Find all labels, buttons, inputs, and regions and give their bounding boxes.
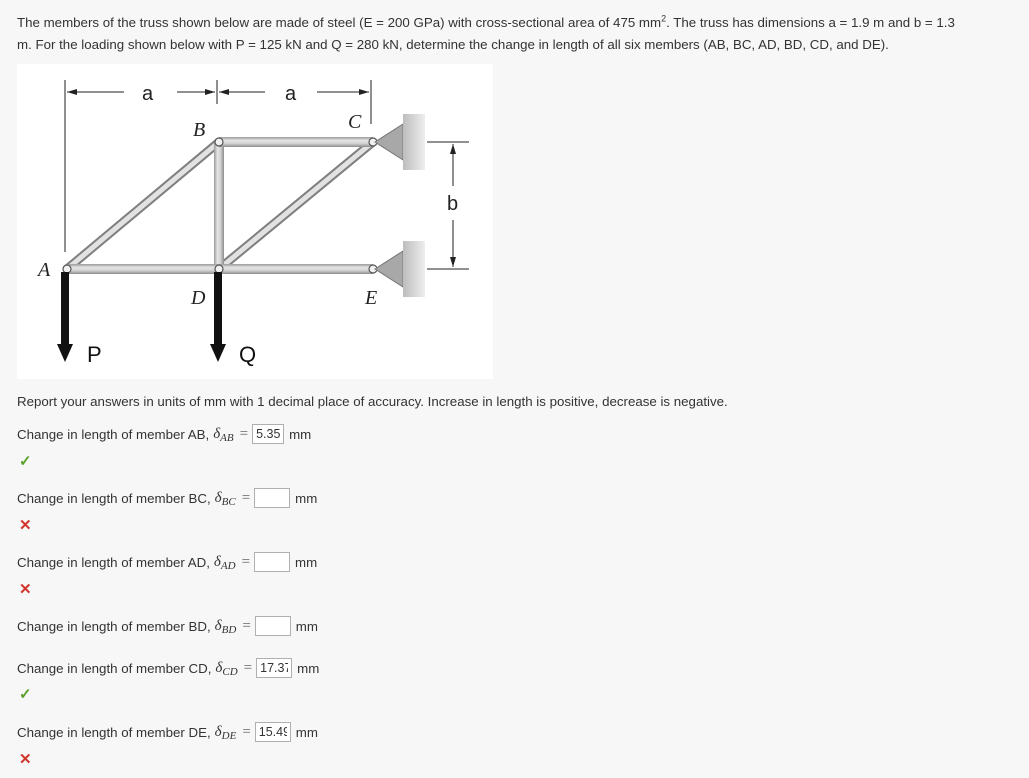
cross-icon: ✕ <box>19 581 32 598</box>
member-subscript: BD <box>221 624 237 636</box>
delta-symbol: δ <box>214 489 222 506</box>
support-e <box>375 241 425 297</box>
delta-symbol: δ <box>213 553 221 570</box>
cross-icon: ✕ <box>19 751 32 768</box>
member-subscript: CD <box>222 666 238 678</box>
answer-row-cd <box>17 657 319 679</box>
equals-sign: = <box>241 553 251 570</box>
member-bc <box>219 137 373 147</box>
truss-diagram <box>17 64 493 379</box>
answer-label: Change in length of member DE, <box>17 724 211 740</box>
cross-icon: ✕ <box>19 517 32 534</box>
check-icon: ✓ <box>19 686 32 703</box>
equals-sign: = <box>242 723 251 740</box>
unit-label: mm <box>295 554 318 570</box>
label-c: C <box>348 111 362 133</box>
problem-text: The members of the truss shown below are made of steel (E = 200 GPa) with cross-sectional area of 475 mm <box>17 15 662 30</box>
superscript: 2 <box>661 13 667 24</box>
check-icon: ✓ <box>19 453 32 470</box>
answer-row-bd <box>17 615 318 637</box>
problem-line-1 <box>17 12 1017 34</box>
dim-a-left-label: a <box>142 83 154 105</box>
answer-input-bd[interactable] <box>255 616 291 636</box>
delta-symbol: δ <box>213 425 221 442</box>
answer-label: Change in length of member CD, <box>17 660 212 676</box>
answer-input-cd[interactable] <box>256 658 292 678</box>
label-d: D <box>191 287 206 309</box>
answer-label: Change in length of member BC, <box>17 490 211 506</box>
delta-symbol: δ <box>214 723 222 740</box>
truss-figure <box>17 64 493 379</box>
unit-label: mm <box>297 660 320 676</box>
answer-row-de <box>17 721 318 743</box>
answer-input-de[interactable] <box>255 722 291 742</box>
delta-symbol: δ <box>214 617 222 634</box>
answer-input-ad[interactable] <box>254 552 290 572</box>
delta-symbol: δ <box>215 659 223 676</box>
unit-label: mm <box>295 724 318 740</box>
answer-row-bc <box>17 487 317 509</box>
answer-label: Change in length of member AB, <box>17 426 210 442</box>
member-bd <box>214 142 224 269</box>
unit-label: mm <box>295 618 318 634</box>
instructions: Report your answers in units of mm with 1 decimal place of accuracy. Increase in length is positive, decrease is negative. <box>17 394 728 409</box>
member-subscript: AD <box>220 560 236 572</box>
problem-statement <box>17 12 1017 56</box>
dim-b-label: b <box>447 193 459 215</box>
label-a: A <box>38 259 51 281</box>
answer-input-ab[interactable] <box>252 424 284 444</box>
label-b: B <box>193 119 206 141</box>
equals-sign: = <box>239 425 249 442</box>
answer-label: Change in length of member AD, <box>17 554 210 570</box>
support-c <box>375 114 425 170</box>
equals-sign: = <box>242 617 251 634</box>
label-p: P <box>87 342 102 367</box>
label-e: E <box>365 287 378 309</box>
answer-input-bc[interactable] <box>254 488 290 508</box>
equals-sign: = <box>243 659 253 676</box>
member-subscript: BC <box>221 496 236 508</box>
equals-sign: = <box>241 489 251 506</box>
dim-a-right-label: a <box>285 83 297 105</box>
unit-label: mm <box>289 426 312 442</box>
answer-row-ad <box>17 551 317 573</box>
load-p <box>57 272 73 362</box>
label-q: Q <box>239 342 257 367</box>
problem-line-2: m. For the loading shown below with P = 125 kN and Q = 280 kN, determine the change in length of all six members (AB, BC, AD, BD, CD, and DE). <box>17 37 889 52</box>
problem-text: . The truss has dimensions a = 1.9 m and b = 1.3 <box>666 15 955 30</box>
unit-label: mm <box>295 490 318 506</box>
answer-label: Change in length of member BD, <box>17 618 211 634</box>
answer-row-ab <box>17 423 311 445</box>
member-subscript: DE <box>221 730 237 742</box>
member-subscript: AB <box>220 432 234 444</box>
load-q <box>210 272 226 362</box>
